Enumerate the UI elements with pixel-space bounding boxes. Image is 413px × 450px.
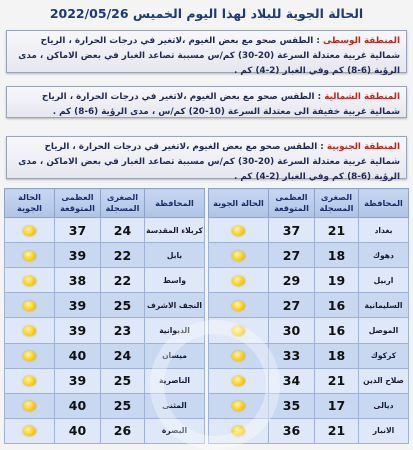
max-temp-cell: 37 bbox=[269, 218, 315, 243]
min-temp-cell: 22 bbox=[101, 243, 145, 268]
province-cell: الموصل bbox=[359, 318, 409, 343]
max-temp-cell: 27 bbox=[269, 243, 315, 268]
sun-icon bbox=[232, 351, 245, 361]
province-cell: ميسان bbox=[145, 343, 205, 368]
min-temp-cell: 18 bbox=[315, 343, 359, 368]
weather-cell bbox=[209, 368, 269, 393]
weather-cell bbox=[5, 318, 55, 343]
table-body bbox=[5, 218, 205, 444]
header-min: الصغرى المسجلة bbox=[315, 189, 359, 218]
max-temp-cell: 29 bbox=[269, 268, 315, 293]
sun-icon bbox=[232, 426, 245, 436]
weather-cell bbox=[5, 293, 55, 318]
min-temp-cell: 24 bbox=[101, 343, 145, 368]
province-cell: بابل bbox=[145, 243, 205, 268]
sun-icon bbox=[23, 301, 36, 311]
header-province: المحافظة bbox=[145, 189, 205, 218]
weather-cell bbox=[5, 343, 55, 368]
max-temp-cell: 33 bbox=[269, 343, 315, 368]
region-name: المنطقة الوسطى bbox=[322, 36, 400, 46]
province-cell: المثنى bbox=[145, 393, 205, 418]
weather-cell bbox=[5, 368, 55, 393]
max-temp-cell: 40 bbox=[55, 393, 101, 418]
max-temp-cell: 30 bbox=[269, 318, 315, 343]
max-temp-cell: 39 bbox=[55, 293, 101, 318]
weather-cell bbox=[5, 418, 55, 443]
min-temp-cell: 26 bbox=[101, 418, 145, 443]
table-row bbox=[5, 293, 205, 318]
table-row bbox=[5, 418, 205, 443]
region-south bbox=[6, 136, 407, 182]
min-temp-cell: 18 bbox=[315, 243, 359, 268]
sun-icon bbox=[23, 401, 36, 411]
max-temp-cell: 39 bbox=[55, 318, 101, 343]
max-temp-cell: 38 bbox=[55, 268, 101, 293]
province-cell: صلاح الدين bbox=[359, 368, 409, 393]
max-temp-cell: 40 bbox=[55, 418, 101, 443]
weather-cell bbox=[209, 243, 269, 268]
table-row bbox=[5, 393, 205, 418]
max-temp-cell: 40 bbox=[55, 343, 101, 368]
weather-cell bbox=[5, 393, 55, 418]
table-row bbox=[209, 243, 409, 268]
weather-cell bbox=[209, 318, 269, 343]
min-temp-cell: 21 bbox=[315, 418, 359, 443]
min-temp-cell: 24 bbox=[101, 218, 145, 243]
region-text: : الطقس صحو مع بعض الغيوم ،لاتغير في درجات الحرارة ، الرياح شمالية غربية معتدلة السرعة (20-30) كم/س مسببة تصاعد الغبار في بعض الاماكن ، مدى الرؤية (6-8) كم وفي الغبار (2-4) كم . bbox=[18, 36, 400, 76]
table-row bbox=[209, 418, 409, 443]
table-body bbox=[209, 218, 409, 444]
min-temp-cell: 21 bbox=[315, 368, 359, 393]
header-min: الصغرى المسجلة bbox=[101, 189, 145, 218]
sun-icon bbox=[232, 401, 245, 411]
region-north bbox=[6, 86, 407, 118]
table-row bbox=[5, 243, 205, 268]
max-temp-cell: 39 bbox=[55, 243, 101, 268]
region-text: : الطقس صحو مع بعض الغيوم ،لاتغير في درجات الحرارة ، الرياح شمالية غربية معتدلة السرعة (20-30) كم/س مسببة تصاعد الغبار في بعض الاماكن ، مدى الرؤية (6-8) كم وفي الغبار (2-4) كم . bbox=[18, 142, 400, 182]
min-temp-cell: 16 bbox=[315, 318, 359, 343]
sun-icon bbox=[232, 226, 245, 236]
weather-cell bbox=[5, 218, 55, 243]
province-cell: الناصرية bbox=[145, 368, 205, 393]
min-temp-cell: 17 bbox=[315, 393, 359, 418]
weather-cell bbox=[5, 268, 55, 293]
sun-icon bbox=[23, 226, 36, 236]
max-temp-cell: 39 bbox=[55, 368, 101, 393]
sun-icon bbox=[232, 301, 245, 311]
weather-cell bbox=[5, 243, 55, 268]
sun-icon bbox=[232, 326, 245, 336]
region-central bbox=[6, 30, 407, 76]
weather-cell bbox=[209, 418, 269, 443]
min-temp-cell: 16 bbox=[315, 293, 359, 318]
province-cell: دهوك bbox=[359, 243, 409, 268]
table-row bbox=[209, 268, 409, 293]
province-cell: كركوك bbox=[359, 343, 409, 368]
table-row bbox=[209, 318, 409, 343]
table-row bbox=[209, 368, 409, 393]
page-title: الحالة الجوية للبلاد لهذا اليوم الخميس 2022/05/26 bbox=[49, 6, 364, 21]
sun-icon bbox=[232, 376, 245, 386]
table-row bbox=[5, 368, 205, 393]
region-name: المنطقة الشمالية bbox=[324, 92, 400, 102]
province-cell: النجف الاشرف bbox=[145, 293, 205, 318]
min-temp-cell: 19 bbox=[315, 268, 359, 293]
header-max: العظمى المتوقعة bbox=[55, 189, 101, 218]
weather-cell bbox=[209, 218, 269, 243]
header-province: المحافظة bbox=[359, 189, 409, 218]
province-cell: الانبار bbox=[359, 418, 409, 443]
region-text: : الطقس صحو مع بعض الغيوم ،لاتغير في درجات الحرارة ، الرياح شمالية غربية خفيفة الى معتدلة السرعة (10-20) كم/س ، مدى الرؤية (6-8) كم . bbox=[41, 92, 400, 117]
province-cell: الديوانية bbox=[145, 318, 205, 343]
sun-icon bbox=[23, 276, 36, 286]
weather-cell bbox=[209, 268, 269, 293]
table-row bbox=[5, 318, 205, 343]
provinces-table-right bbox=[208, 188, 409, 444]
max-temp-cell: 35 bbox=[269, 393, 315, 418]
header-max: العظمى المتوقعة bbox=[269, 189, 315, 218]
province-cell: اربيل bbox=[359, 268, 409, 293]
max-temp-cell: 34 bbox=[269, 368, 315, 393]
weather-cell bbox=[209, 343, 269, 368]
province-cell: السليمانية bbox=[359, 293, 409, 318]
header-weather: الحالة الجوية bbox=[5, 189, 55, 218]
header-weather: الحالة الجوية bbox=[209, 189, 269, 218]
min-temp-cell: 22 bbox=[101, 268, 145, 293]
region-name: المنطقة الجنوبية bbox=[326, 142, 400, 152]
sun-icon bbox=[232, 276, 245, 286]
max-temp-cell: 37 bbox=[55, 218, 101, 243]
max-temp-cell: 27 bbox=[269, 293, 315, 318]
table-row bbox=[209, 343, 409, 368]
min-temp-cell: 23 bbox=[101, 318, 145, 343]
weather-cell bbox=[209, 293, 269, 318]
min-temp-cell: 21 bbox=[315, 218, 359, 243]
table-row bbox=[209, 218, 409, 243]
table-row bbox=[209, 293, 409, 318]
sun-icon bbox=[23, 351, 36, 361]
province-cell: ديالى bbox=[359, 393, 409, 418]
sun-icon bbox=[232, 251, 245, 261]
sun-icon bbox=[23, 326, 36, 336]
table-row bbox=[209, 393, 409, 418]
sun-icon bbox=[23, 376, 36, 386]
min-temp-cell: 25 bbox=[101, 293, 145, 318]
table-row bbox=[5, 268, 205, 293]
province-cell: البصرة bbox=[145, 418, 205, 443]
province-cell: بغداد bbox=[359, 218, 409, 243]
weather-cell bbox=[209, 393, 269, 418]
min-temp-cell: 25 bbox=[101, 368, 145, 393]
provinces-table-left bbox=[4, 188, 205, 444]
table-row bbox=[5, 343, 205, 368]
province-cell: واسط bbox=[145, 268, 205, 293]
province-cell: كربلاء المقدسة bbox=[145, 218, 205, 243]
sun-icon bbox=[23, 426, 36, 436]
max-temp-cell: 36 bbox=[269, 418, 315, 443]
min-temp-cell: 25 bbox=[101, 393, 145, 418]
table-row bbox=[5, 218, 205, 243]
sun-icon bbox=[23, 251, 36, 261]
